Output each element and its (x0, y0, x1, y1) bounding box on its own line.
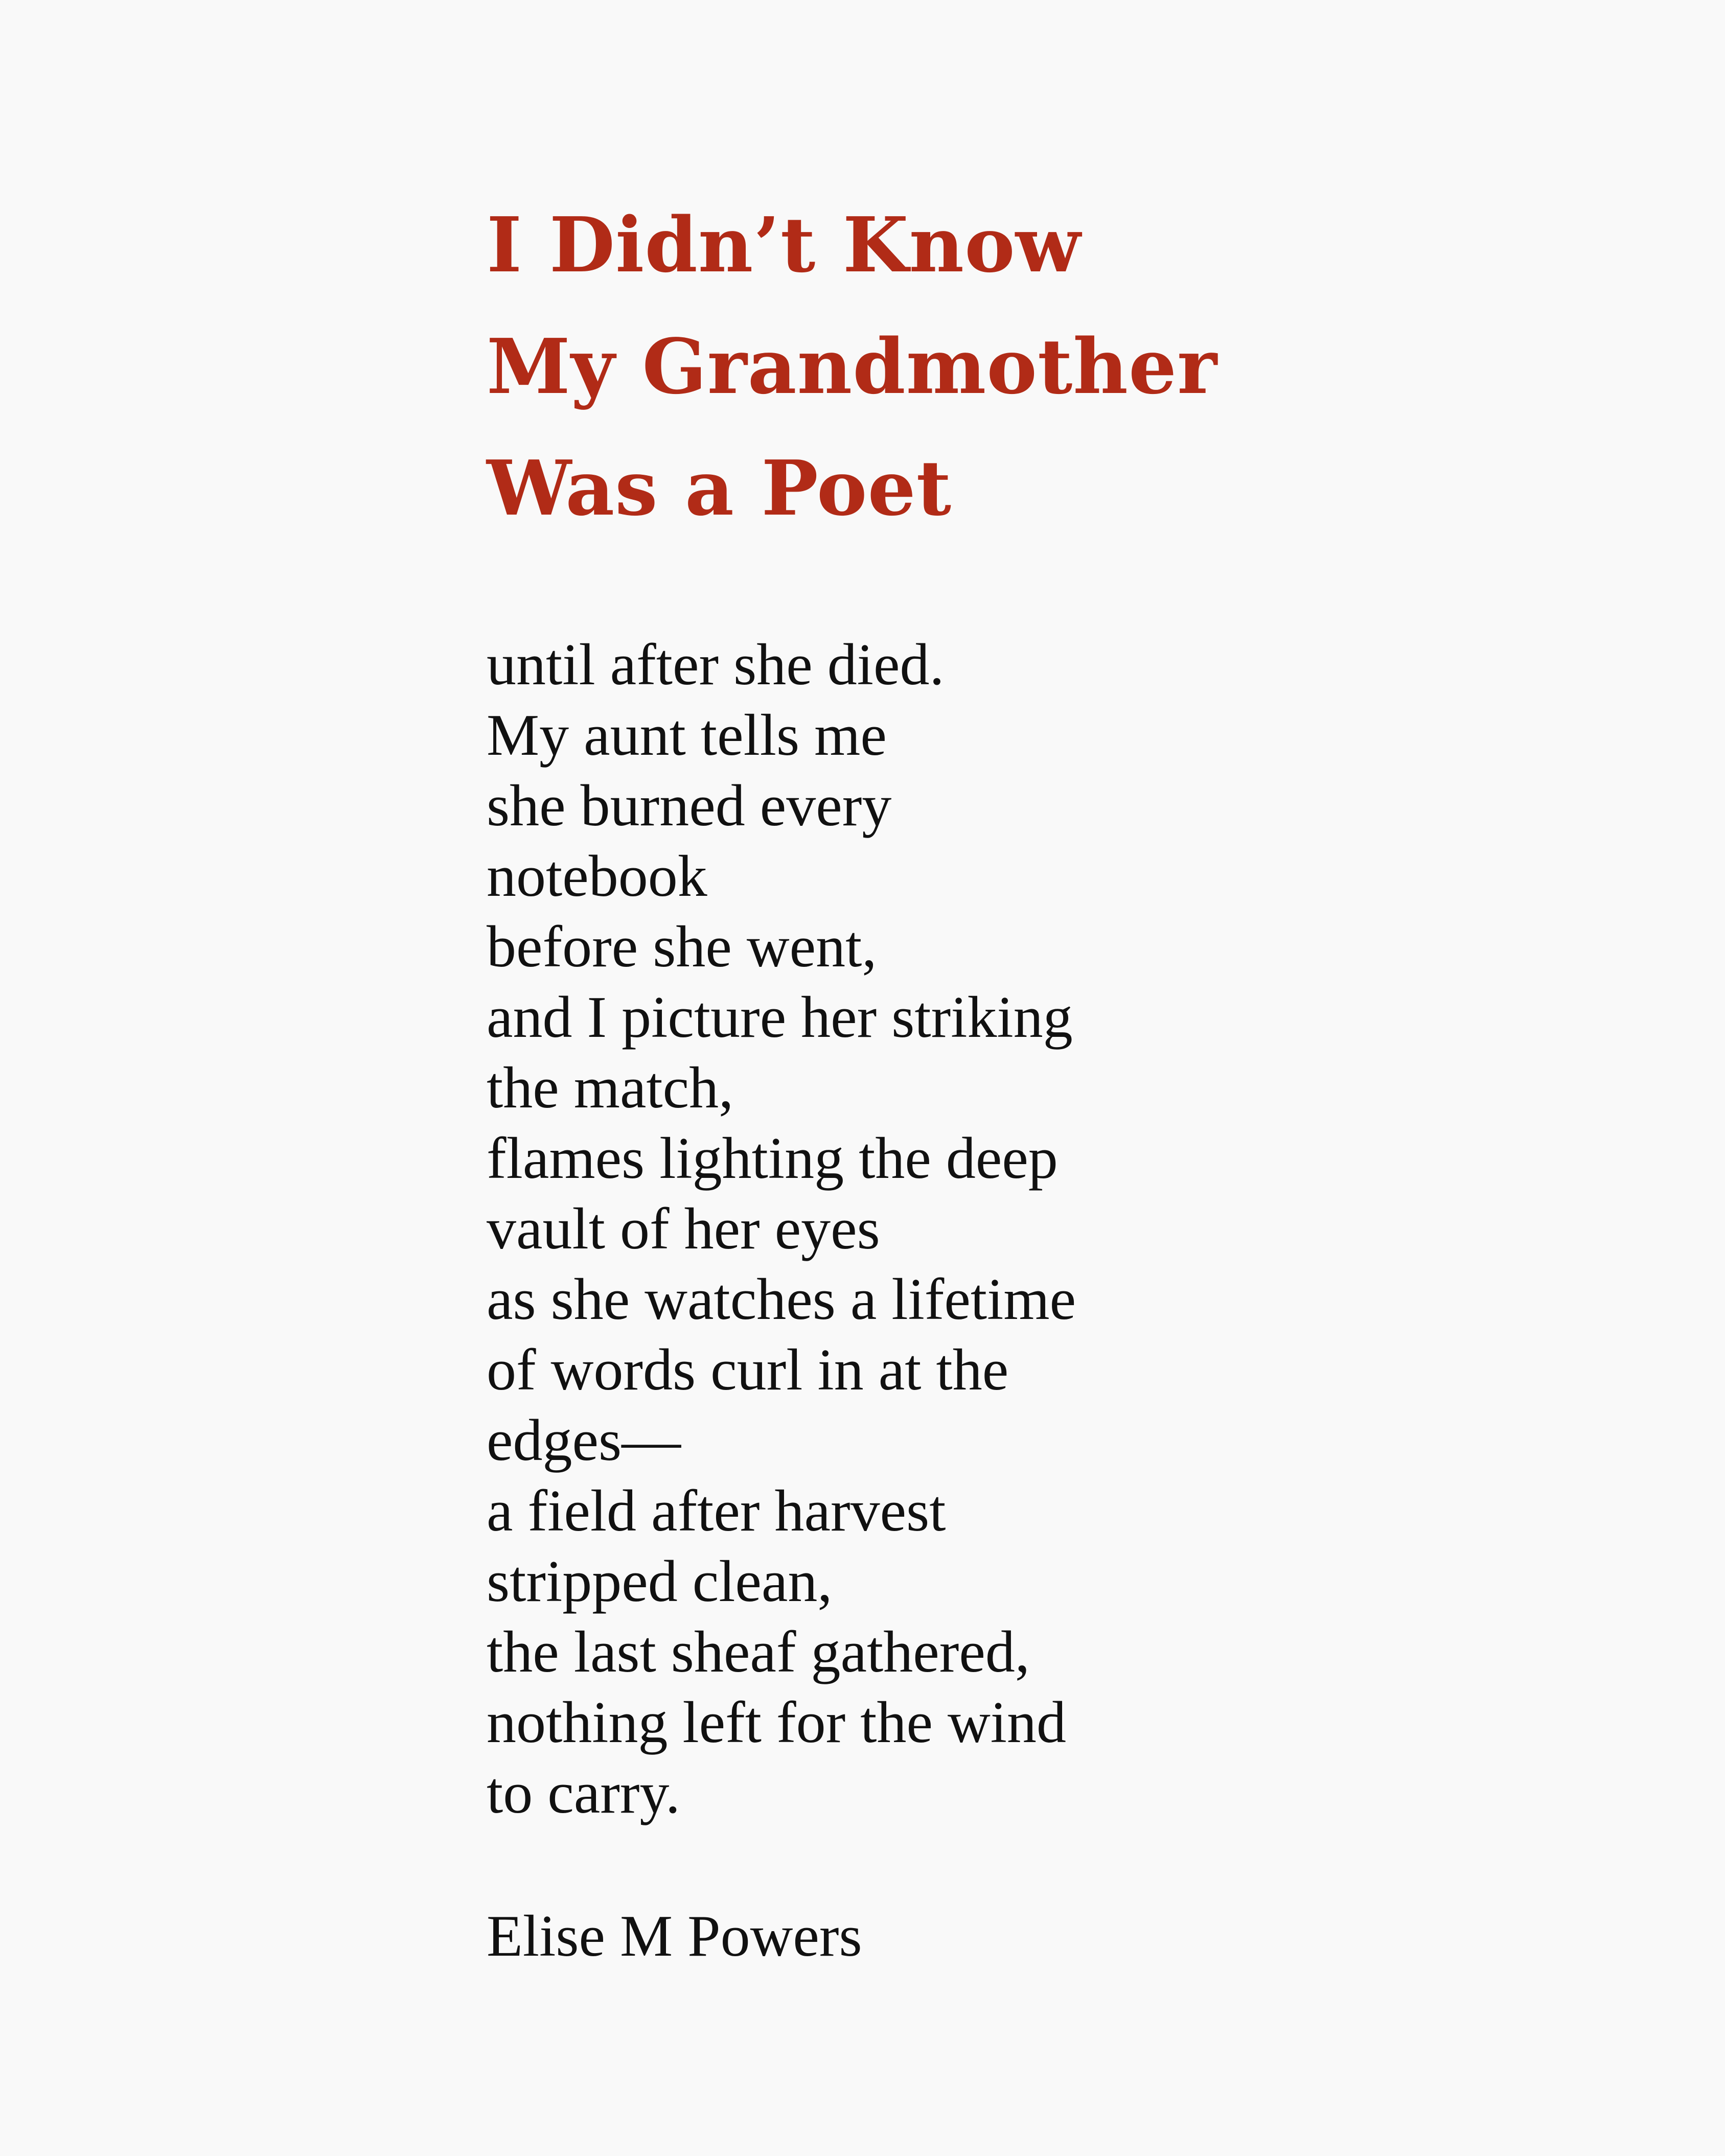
poem-line: the last sheaf gathered, (487, 1619, 1030, 1685)
author-name: Elise M Powers (487, 1904, 862, 1969)
poem-line: until after she died. (487, 632, 945, 698)
title-line: Was a Poet (487, 444, 952, 532)
poem-line: My aunt tells me (487, 703, 887, 768)
title-line: I Didn’t Know (487, 200, 1082, 289)
poem-line: vault of her eyes (487, 1196, 880, 1262)
poem-line: nothing left for the wind (487, 1690, 1067, 1755)
poem-line: as she watches a lifetime (487, 1267, 1076, 1332)
poem-line: of words curl in at the (487, 1337, 1009, 1403)
poem-line: notebook (487, 844, 707, 909)
poem-page (487, 184, 1509, 1972)
poem-line: the match, (487, 1055, 734, 1121)
poem-line: stripped clean, (487, 1549, 833, 1614)
poem-line: before she went, (487, 914, 877, 980)
poem-title (487, 184, 1509, 549)
poem-line: she burned every (487, 773, 892, 839)
poem-line: and I picture her striking (487, 985, 1073, 1050)
poem-line: flames lighting the deep (487, 1126, 1058, 1191)
poem-line: edges— (487, 1408, 681, 1473)
poem-line: a field after harvest (487, 1478, 946, 1544)
title-line: My Grandmother (487, 322, 1218, 411)
poem-line: to carry. (487, 1760, 680, 1826)
poem-body (487, 630, 1509, 1828)
